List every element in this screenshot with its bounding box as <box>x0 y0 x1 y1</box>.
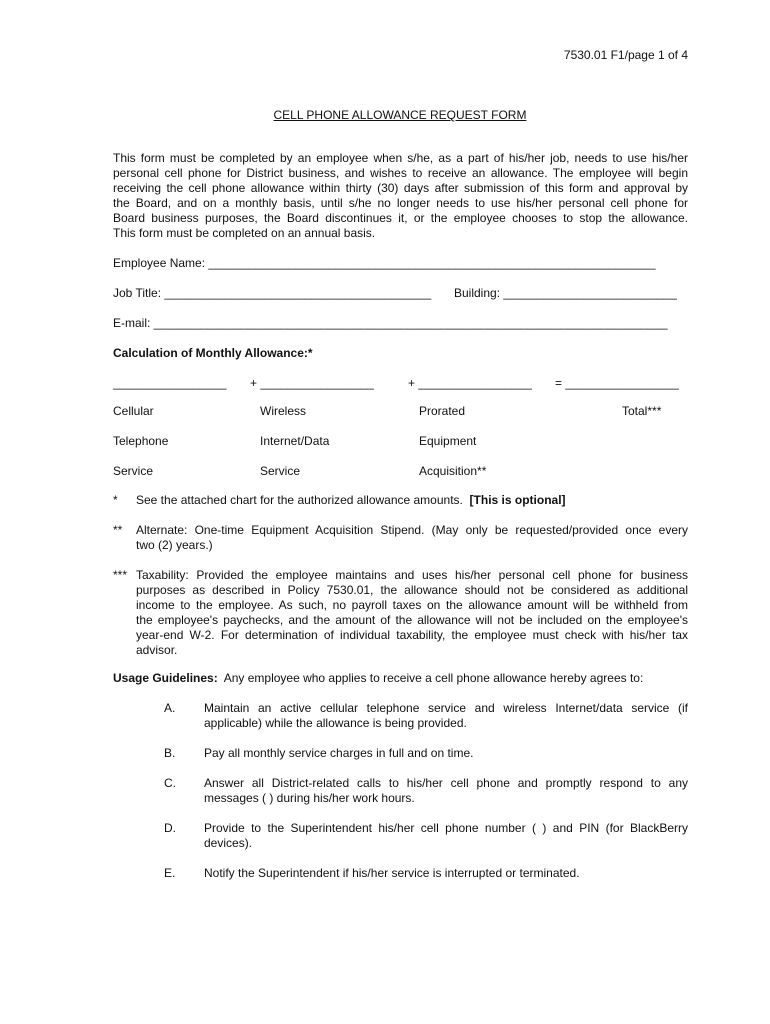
col-total-label: Total*** <box>622 404 662 418</box>
guideline-item <box>204 701 688 731</box>
note-3-mark: *** <box>113 568 128 582</box>
note-2 <box>136 523 688 553</box>
page-reference: 7530.01 F1/page 1 of 4 <box>563 48 688 62</box>
col-wireless-label: Internet/Data <box>260 434 330 448</box>
intro-line: personal cell phone for District business, and wishes to receive an allowance. The employee will begin <box>113 166 688 180</box>
intro-line: This form must be completed by an employee when s/he, as a part of his/her job, needs to use his/her <box>113 151 688 165</box>
note-2-line: Alternate: One-time Equipment Acquisition Stipend. (May only be requested/provided once every <box>136 523 688 537</box>
guideline-line: devices). <box>204 836 253 850</box>
note-1 <box>136 493 566 507</box>
guideline-line: applicable) while the allowance is being provided. <box>204 716 467 730</box>
note-3 <box>136 568 688 658</box>
calc-heading: Calculation of Monthly Allowance:* <box>113 346 313 360</box>
usage-guidelines-intro: Any employee who applies to receive a cell phone allowance hereby agrees to: <box>217 671 644 685</box>
note-3-line: year-end W-2. For determination of individual taxability, the employee must check with his/her tax <box>136 628 688 642</box>
col-wireless-label: Wireless <box>260 404 307 418</box>
form-title: CELL PHONE ALLOWANCE REQUEST FORM <box>273 108 527 122</box>
note-3-line: income to the employee. As such, no payroll taxes on the allowance amount will be withheld from <box>136 598 688 612</box>
guideline-item <box>204 866 688 881</box>
job-title-field[interactable]: Job Title: ________________________________________ <box>113 286 432 300</box>
note-1-text: See the attached chart for the authorized allowance amounts. <box>136 493 470 507</box>
guideline-line: Maintain an active cellular telephone service and wireless Internet/data service (if <box>204 701 688 715</box>
intro-line: Board business purposes, the Board discontinues it, or the employee chooses to stop the allowance. <box>113 211 688 225</box>
guideline-line: Notify the Superintendent if his/her service is interrupted or terminated. <box>204 866 580 880</box>
intro-line: receiving the cell phone allowance within thirty (30) days after submission of this form and approval by <box>113 181 688 195</box>
guideline-letter: A. <box>164 701 176 715</box>
equipment-amount-blank[interactable]: + _________________ <box>408 376 532 390</box>
guideline-item <box>204 776 688 806</box>
intro-line: This form must be completed on an annual basis. <box>113 226 376 240</box>
guideline-letter: B. <box>164 746 176 760</box>
note-3-line: purposes as described in Policy 7530.01, the allowance should not be considered as additional <box>136 583 688 597</box>
guideline-item <box>204 746 688 761</box>
intro-paragraph <box>113 151 688 241</box>
intro-line: the Board, and on a monthly basis, until s/he no longer needs to use his/her personal cell phone for <box>113 196 688 210</box>
guideline-line: Answer all District-related calls to his/her cell phone and promptly respond to any <box>204 776 688 790</box>
note-2-line: two (2) years.) <box>136 538 213 552</box>
col-wireless-label: Service <box>260 464 301 478</box>
guideline-line: Provide to the Superintendent his/her cell phone number ( ) and PIN (for BlackBerry <box>204 821 688 835</box>
cellular-amount-blank[interactable]: _________________ <box>113 376 227 390</box>
note-3-line: the employee's paychecks, and the amount of the allowance will not be included on the employee's <box>136 613 688 627</box>
employee-name-field[interactable]: Employee Name: ___________________________________________________________________ <box>113 256 656 270</box>
col-prorated-label: Equipment <box>419 434 477 448</box>
note-2-mark: ** <box>113 523 123 537</box>
col-prorated-label: Prorated <box>419 404 466 418</box>
wireless-amount-blank[interactable]: + _________________ <box>250 376 374 390</box>
guideline-letter: E. <box>164 866 176 880</box>
usage-guidelines <box>113 671 643 685</box>
guideline-line: messages ( ) during his/her work hours. <box>204 791 415 805</box>
email-field[interactable]: E-mail: _____________________________________________________________________________ <box>113 316 668 330</box>
building-field[interactable]: Building: __________________________ <box>454 286 677 300</box>
note-1-mark: * <box>113 493 118 507</box>
guideline-line: Pay all monthly service charges in full and on time. <box>204 746 474 760</box>
note-1-optional: [This is optional] <box>469 493 566 507</box>
guideline-letter: C. <box>164 776 176 790</box>
col-prorated-label: Acquisition** <box>419 464 487 478</box>
guideline-item <box>204 821 688 851</box>
guideline-letter: D. <box>164 821 176 835</box>
col-cellular-label: Cellular <box>113 404 154 418</box>
col-cellular-label: Service <box>113 464 154 478</box>
total-amount-blank[interactable]: = _________________ <box>555 376 679 390</box>
usage-guidelines-heading: Usage Guidelines: <box>113 671 218 685</box>
note-3-line: Taxability: Provided the employee maintains and uses his/her personal cell phone for business <box>136 568 688 582</box>
col-cellular-label: Telephone <box>113 434 169 448</box>
note-3-line: advisor. <box>136 643 178 657</box>
